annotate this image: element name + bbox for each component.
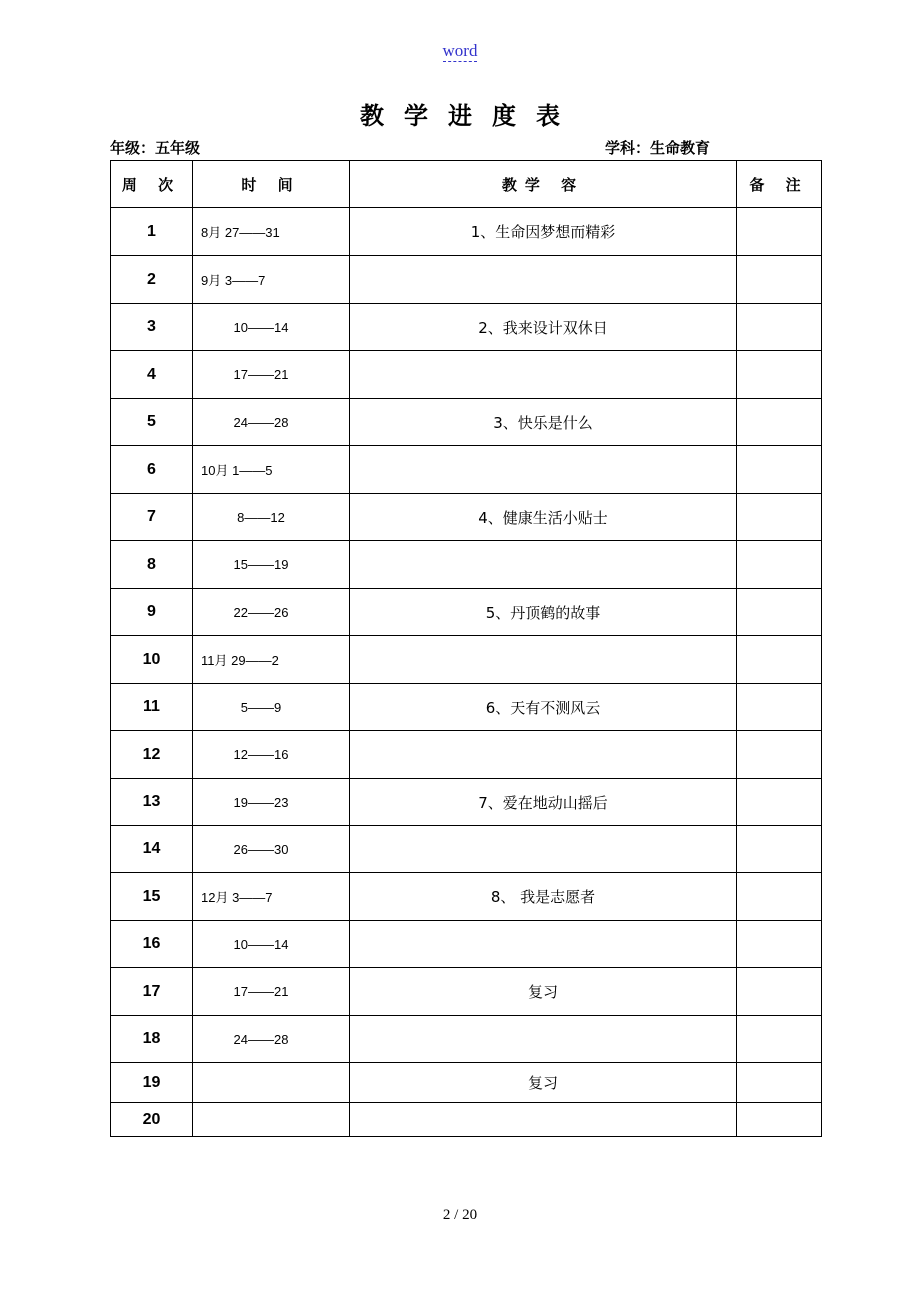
time-cell: 5——9 [193, 684, 350, 731]
week-cell: 4 [111, 351, 193, 399]
content-cell: 2、我来设计双休日 [350, 304, 737, 351]
schedule-table [110, 160, 822, 1137]
table-row [111, 1016, 822, 1063]
note-cell [737, 636, 822, 684]
week-cell: 12 [111, 731, 193, 779]
content-cell [350, 256, 737, 304]
table-row [111, 541, 822, 589]
content-cell [350, 1016, 737, 1063]
week-cell: 3 [111, 304, 193, 351]
column-header-week: 周 次 [111, 161, 193, 208]
content-cell [350, 446, 737, 494]
time-cell: 19——23 [193, 779, 350, 826]
page-number: 2 / 20 [442, 1207, 478, 1223]
note-cell [737, 873, 822, 921]
column-header-time: 时 间 [193, 161, 350, 208]
column-header-note: 备 注 [737, 161, 822, 208]
table-row [111, 589, 822, 636]
week-cell: 13 [111, 779, 193, 826]
content-cell: 1、生命因梦想而精彩 [350, 208, 737, 256]
time-cell: 10——14 [193, 921, 350, 968]
table-header-row [111, 161, 822, 208]
table-row [111, 921, 822, 968]
time-cell: 24——28 [193, 1016, 350, 1063]
note-cell [737, 256, 822, 304]
content-cell [350, 1103, 737, 1137]
content-cell [350, 731, 737, 779]
time-cell: 26——30 [193, 826, 350, 873]
note-cell [737, 541, 822, 589]
time-cell: 17——21 [193, 968, 350, 1016]
note-cell [737, 1103, 822, 1137]
time-cell: 10月 1——5 [193, 446, 350, 494]
time-cell: 10——14 [193, 304, 350, 351]
time-cell: 17——21 [193, 351, 350, 399]
note-cell [737, 351, 822, 399]
table-row [111, 304, 822, 351]
note-cell [737, 208, 822, 256]
week-cell: 16 [111, 921, 193, 968]
table-row [111, 351, 822, 399]
content-cell: 6、天有不测风云 [350, 684, 737, 731]
header-word-text[interactable]: word [442, 41, 478, 60]
note-cell [737, 1063, 822, 1103]
grade-label: 年级：五年级 [110, 139, 201, 157]
week-cell: 15 [111, 873, 193, 921]
table-row [111, 636, 822, 684]
table-row [111, 731, 822, 779]
table-row [111, 446, 822, 494]
time-cell: 11月 29——2 [193, 636, 350, 684]
column-header-content: 教学 容 [350, 161, 737, 208]
content-cell [350, 636, 737, 684]
time-cell [193, 1103, 350, 1137]
table-row [111, 1103, 822, 1137]
content-cell: 复习 [350, 1063, 737, 1103]
week-cell: 9 [111, 589, 193, 636]
content-cell: 3、快乐是什么 [350, 399, 737, 446]
week-cell: 14 [111, 826, 193, 873]
time-cell: 12月 3——7 [193, 873, 350, 921]
week-cell: 5 [111, 399, 193, 446]
table-row [111, 873, 822, 921]
note-cell [737, 968, 822, 1016]
header-word-link[interactable] [0, 41, 920, 61]
note-cell [737, 494, 822, 541]
table-row [111, 256, 822, 304]
week-cell: 8 [111, 541, 193, 589]
week-cell: 20 [111, 1103, 193, 1137]
table-row [111, 208, 822, 256]
page-title: 教学进度表 [360, 102, 580, 130]
table-row [111, 1063, 822, 1103]
time-cell: 12——16 [193, 731, 350, 779]
week-cell: 18 [111, 1016, 193, 1063]
table-row [111, 826, 822, 873]
week-cell: 10 [111, 636, 193, 684]
note-cell [737, 684, 822, 731]
content-cell [350, 541, 737, 589]
content-cell: 5、丹顶鹤的故事 [350, 589, 737, 636]
subject-label: 学科：生命教育 [605, 139, 711, 157]
week-cell: 17 [111, 968, 193, 1016]
table-row [111, 968, 822, 1016]
content-cell: 复习 [350, 968, 737, 1016]
content-cell [350, 826, 737, 873]
content-cell: 7、爱在地动山摇后 [350, 779, 737, 826]
note-cell [737, 921, 822, 968]
table-row [111, 684, 822, 731]
content-cell [350, 921, 737, 968]
week-cell: 19 [111, 1063, 193, 1103]
note-cell [737, 446, 822, 494]
note-cell [737, 731, 822, 779]
time-cell: 8——12 [193, 494, 350, 541]
time-cell: 24——28 [193, 399, 350, 446]
table-row [111, 494, 822, 541]
week-cell: 2 [111, 256, 193, 304]
content-cell: 4、健康生活小贴士 [350, 494, 737, 541]
note-cell [737, 779, 822, 826]
table-body [111, 208, 822, 1137]
content-cell [350, 351, 737, 399]
time-cell [193, 1063, 350, 1103]
time-cell: 15——19 [193, 541, 350, 589]
week-cell: 1 [111, 208, 193, 256]
note-cell [737, 589, 822, 636]
note-cell [737, 399, 822, 446]
week-cell: 11 [111, 684, 193, 731]
note-cell [737, 304, 822, 351]
table-row [111, 779, 822, 826]
time-cell: 9月 3——7 [193, 256, 350, 304]
table-row [111, 399, 822, 446]
time-cell: 8月 27——31 [193, 208, 350, 256]
time-cell: 22——26 [193, 589, 350, 636]
week-cell: 7 [111, 494, 193, 541]
note-cell [737, 826, 822, 873]
week-cell: 6 [111, 446, 193, 494]
note-cell [737, 1016, 822, 1063]
content-cell: 8、 我是志愿者 [350, 873, 737, 921]
